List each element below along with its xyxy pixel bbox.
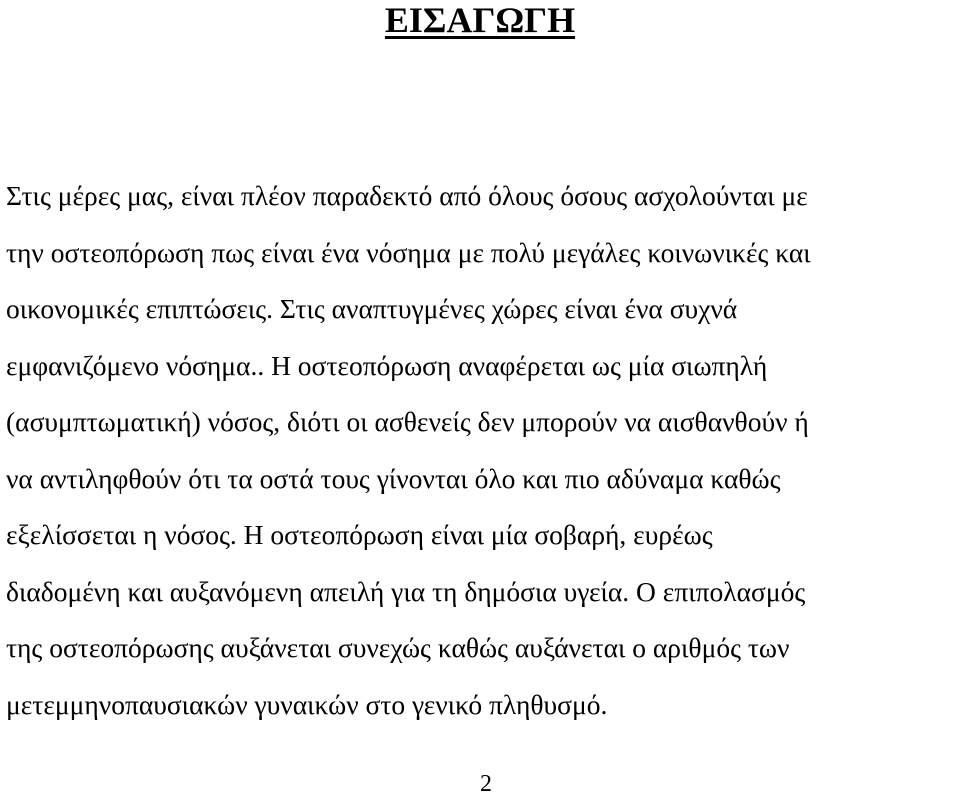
paragraph-line: διαδομένη και αυξανόμενη απειλή για τη δημόσια υγεία. Ο επιπολασμός: [6, 575, 806, 607]
paragraph-line: εξελίσσεται η νόσος. Η οστεοπόρωση είναι μία σοβαρή, ευρέως: [6, 519, 713, 550]
paragraph-line: εμφανιζόμενο νόσημα.. Η οστεοπόρωση αναφέρεται ως μία σιωπηλή: [6, 349, 768, 381]
paragraph-line: την οστεοπόρωση πως είναι ένα νόσημα με πολύ μεγάλες κοινωνικές και: [6, 236, 811, 268]
page-number: 2: [480, 771, 492, 797]
paragraph-line: να αντιληφθούν ότι τα οστά τους γίνονται όλο και πιο αδύναμα καθώς: [6, 462, 781, 494]
paragraph-line: μετεμμηνοπαυσιακών γυναικών στο γενικό πληθυσμό.: [6, 688, 608, 720]
paragraph-line: Στις μέρες μας, είναι πλέον παραδεκτό από όλους όσους ασχολούνται με: [6, 180, 808, 211]
page-heading-text: ΕΙΣΑΓΩΓΗ: [384, 0, 576, 40]
paragraph-line: της οστεοπόρωσης αυξάνεται συνεχώς καθώς αυξάνεται ο αριθμός των: [6, 632, 790, 663]
page-heading: [0, 0, 960, 40]
paragraph-line: οικονομικές επιπτώσεις. Στις αναπτυγμένες χώρες είναι ένα συχνά: [6, 293, 738, 324]
intro-paragraph: [6, 168, 956, 733]
paragraph-line: (ασυμπτωματική) νόσος, διότι οι ασθενείς δεν μπορούν να αισθανθούν ή: [6, 406, 809, 437]
